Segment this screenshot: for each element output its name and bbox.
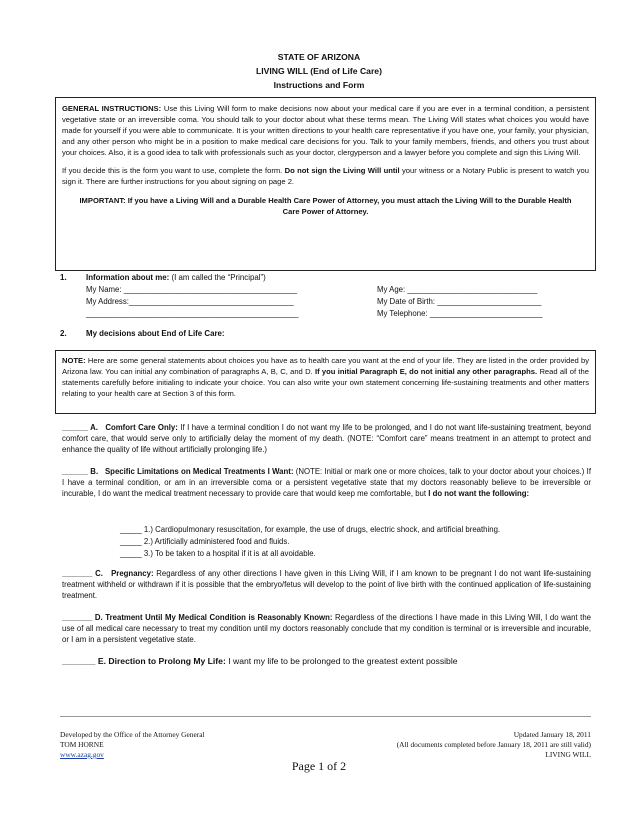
note-text-2: Read all of the statements carefully before initialing to indicate your choice. You can also write your own statement concerning life-sustaining treatments and other matters relating to your health care at Section 3 of this form. <box>62 367 589 398</box>
option-a-text: If I have a terminal condition I do not want my life to be prolonged, and I do not want life-sustaining treatment, beyond comfort care, that would serve only to artificially delay the moment of my death. (NOTE: “Comfort care” means treatment in an attempt to protect and enhance the quality of life without artificially prolonging life.) <box>62 423 591 454</box>
footer-attorney-general: TOM HORNE <box>60 740 104 749</box>
page-number: Page 1 of 2 <box>291 759 347 773</box>
option-a <box>62 422 591 455</box>
section-1-number: 1. <box>60 273 67 282</box>
section-1-heading <box>86 272 266 283</box>
note-text-1: Here are some general statements about choices you have as to health care you want at the end of your life. They are listed in the order provided by Arizona law. You can initial any combination of paragraphs A, B, C, and D. <box>62 356 589 376</box>
option-a-initial-line[interactable]: ______ A. <box>62 423 98 432</box>
instructions-p2-end: your witness or a Notary Public is present to watch you sign it. There are further instructions for you about signing on page 2. <box>62 166 589 186</box>
instructions-label: GENERAL INSTRUCTIONS: <box>62 104 162 113</box>
my-age-field[interactable]: My Age: ______________________________ <box>377 285 538 294</box>
document-title: LIVING WILL (End of Life Care) <box>256 66 382 76</box>
document-subtitle: Instructions and Form <box>273 80 365 90</box>
section-1-note: (I am called the “Principal”) <box>171 273 266 282</box>
footer-validity-note: (All documents completed before January 18, 2011 are still valid) <box>396 740 591 749</box>
option-b <box>62 466 591 499</box>
option-b-initial-line[interactable]: ______ B. <box>62 467 99 476</box>
section-2-heading: My decisions about End of Life Care: <box>86 329 225 338</box>
note-bold-text: If you initial Paragraph E, do not initial any other paragraphs. <box>314 367 538 376</box>
instructions-p2-bold: Do not sign the Living Will until <box>284 166 400 175</box>
footer-updated-date: Updated January 18, 2011 <box>513 730 591 739</box>
option-b-text: (NOTE: Initial or mark one or more choices, talk to your doctor about your choices.) If I have a terminal condition, or am in an irreversible coma or a persistent vegetative state that my doctors reasonably believe to be irreversible or incurable, I do want the medical treatment necessary to provide care that would keep me comfortable, but <box>62 467 591 498</box>
option-e-initial-line[interactable]: _______ <box>62 656 96 666</box>
note-label: NOTE: <box>62 356 86 365</box>
option-c <box>62 568 591 601</box>
my-address-line2-field[interactable]: _________________________________________________ <box>86 309 299 318</box>
option-d-title: Treatment Until My Medical Condition is Reasonably Known: <box>105 613 333 622</box>
section-1-title: Information about me: <box>86 273 170 282</box>
my-telephone-field[interactable]: My Telephone: __________________________ <box>377 309 543 318</box>
option-b1[interactable]: _____ 1.) Cardiopulmonary resuscitation, for example, the use of drugs, electric shock, and artificial breathing. <box>120 525 501 534</box>
option-d <box>62 612 591 645</box>
option-e-text: I want my life to be prolonged to the greatest extent possible <box>228 656 458 666</box>
my-dob-field[interactable]: My Date of Birth: ________________________ <box>377 297 542 306</box>
section-2-number: 2. <box>60 329 67 338</box>
option-b-bold-end: I do not want the following: <box>428 489 530 498</box>
footer-divider <box>60 716 591 717</box>
option-e-title: E. Direction to Prolong My Life: <box>97 656 226 666</box>
option-b3[interactable]: _____ 3.) To be taken to a hospital if it is at all avoidable. <box>120 549 316 558</box>
footer-form-name: LIVING WILL <box>545 750 591 759</box>
option-b-title: Specific Limitations on Medical Treatments I Want: <box>104 467 294 476</box>
instructions-paragraph-1: Use this Living Will form to make decisions now about your medical care if you are ever in a terminal condition, a persistent vegetative state or an irreversible coma. You should talk to your doctor about what these terms mean. The Living Will states what choices you would have made for yourself if you were able to communicate. It is your written directions to your health care representative if you have one, your family, your physician, and any other person who might be in a position to make medical care decisions for you. Talk to your family members, friends, and others you trust about your choices. Also, it is a good idea to talk with professionals such as your doctor, clergyperson and a lawyer before you complete and sign this Living Will. <box>62 104 589 157</box>
option-a-title: Comfort Care Only: <box>105 423 178 432</box>
option-d-initial-line[interactable]: _______ D. <box>62 613 103 622</box>
my-address-field[interactable]: My Address:______________________________________ <box>86 297 294 306</box>
general-instructions-box <box>55 97 596 271</box>
option-c-initial-line[interactable]: _______ C. <box>62 569 103 578</box>
state-title: STATE OF ARIZONA <box>277 52 361 62</box>
option-e <box>62 656 591 667</box>
option-d-text: Regardless of the directions I have made in this Living Will, I do want the use of all medical care necessary to treat my condition until my doctors reasonably conclude that my condition is terminal or is irreversible and incurable, or I am in a persistent vegetative state. <box>62 613 591 644</box>
note-box <box>55 350 596 414</box>
my-name-field[interactable]: My Name: ________________________________________ <box>86 285 298 294</box>
important-notice: IMPORTANT: If you have a Living Will and a Durable Health Care Power of Attorney, you must attach the Living Will to the Durable Health Care Power of Attorney. <box>79 196 572 216</box>
option-c-title: Pregnancy: <box>111 569 154 578</box>
instructions-p2-start: If you decide this is the form you want to use, complete the form. <box>62 166 283 175</box>
option-c-text: Regardless of any other directions I have given in this Living Will, if I am known to be pregnant I do not want life-sustaining treatment withheld or withdrawn if it is possible that the embryo/fetus will develop to the point of live birth with the continued application of life-sustaining treatment. <box>62 569 591 600</box>
footer-developer: Developed by the Office of the Attorney General <box>60 730 205 739</box>
footer-website-link[interactable]: www.azag.gov <box>60 750 104 759</box>
option-b2[interactable]: _____ 2.) Artificially administered food and fluids. <box>120 537 290 546</box>
